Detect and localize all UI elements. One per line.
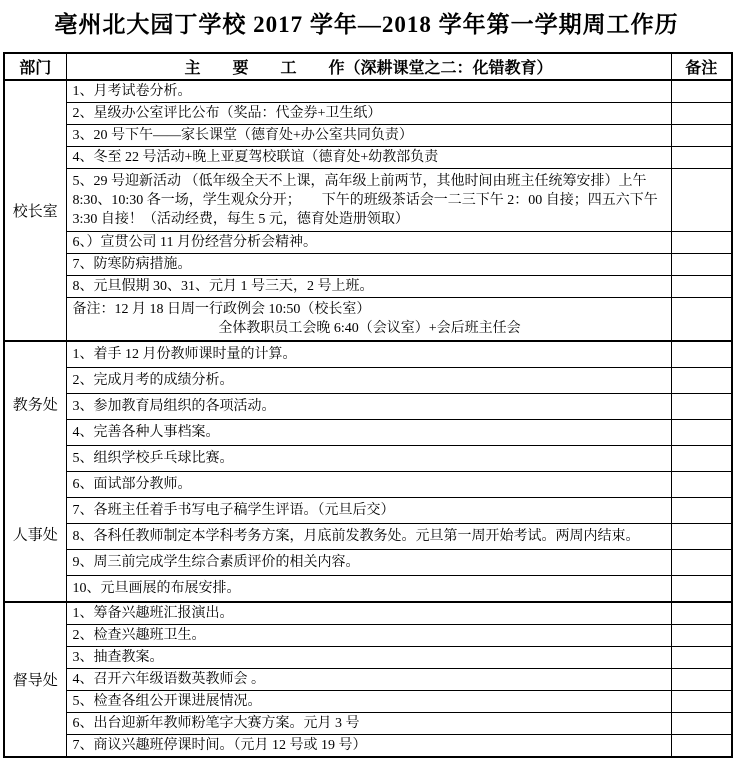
task-cell: 1、筹备兴趣班汇报演出。 bbox=[66, 602, 671, 625]
table-row bbox=[4, 254, 732, 276]
remark-cell bbox=[671, 394, 732, 420]
task-cell: 7、商议兴趣班停课时间。（元月 12 号或 19 号） bbox=[66, 735, 671, 758]
task-cell: 1、着手 12 月份教师课时量的计算。 bbox=[66, 341, 671, 368]
dept-label-academic-affairs: 教务处 bbox=[12, 397, 58, 414]
table-row bbox=[4, 147, 732, 169]
task-cell: 2、检查兴趣班卫生。 bbox=[66, 625, 671, 647]
table-row-note bbox=[4, 298, 732, 342]
task-cell: 7、各班主任着手书写电子稿学生评语。（元旦后交） bbox=[66, 498, 671, 524]
table-row bbox=[4, 368, 732, 394]
task-cell: 6、）宣贯公司 11 月份经营分析会精神。 bbox=[66, 232, 671, 254]
table-row bbox=[4, 498, 732, 524]
remark-cell bbox=[671, 276, 732, 298]
remark-cell bbox=[671, 125, 732, 147]
header-main-work-label: 主 要 工 作 bbox=[184, 60, 345, 77]
task-cell: 4、召开六年级语数英教师会 。 bbox=[66, 669, 671, 691]
remark-cell bbox=[671, 602, 732, 625]
remark-cell bbox=[671, 420, 732, 446]
table-row bbox=[4, 669, 732, 691]
table-row bbox=[4, 472, 732, 498]
table-row bbox=[4, 524, 732, 550]
header-dept: 部门 bbox=[4, 53, 66, 80]
task-cell: 3、抽查教案。 bbox=[66, 647, 671, 669]
table-row bbox=[4, 232, 732, 254]
table-row bbox=[4, 341, 732, 368]
table-row bbox=[4, 691, 732, 713]
remark-cell bbox=[671, 368, 732, 394]
remark-cell bbox=[671, 298, 732, 342]
remark-cell bbox=[671, 498, 732, 524]
note-line-1: 备注：12 月 18 日周一行政例会 10:50（校长室） bbox=[72, 302, 371, 317]
remark-cell bbox=[671, 80, 732, 103]
table-row bbox=[4, 625, 732, 647]
table-row bbox=[4, 602, 732, 625]
remark-cell bbox=[671, 147, 732, 169]
task-cell: 5、检查各组公开课进展情况。 bbox=[66, 691, 671, 713]
weekly-work-table bbox=[3, 52, 733, 758]
task-cell: 4、冬至 22 号活动+晚上亚夏驾校联谊（德育处+幼教部负责 bbox=[66, 147, 671, 169]
task-cell: 7、防寒防病措施。 bbox=[66, 254, 671, 276]
task-cell: 8、各科任教师制定本学科考务方案，月底前发教务处。元旦第一周开始考试。两周内结束。 bbox=[66, 524, 671, 550]
table-row bbox=[4, 394, 732, 420]
remark-cell bbox=[671, 669, 732, 691]
task-cell: 1、月考试卷分析。 bbox=[66, 80, 671, 103]
table-row bbox=[4, 550, 732, 576]
remark-cell bbox=[671, 232, 732, 254]
remark-cell bbox=[671, 472, 732, 498]
table-row bbox=[4, 735, 732, 758]
remark-cell bbox=[671, 647, 732, 669]
remark-cell bbox=[671, 625, 732, 647]
task-cell: 6、出台迎新年教师粉笔字大赛方案。元月 3 号 bbox=[66, 713, 671, 735]
table-row bbox=[4, 80, 732, 103]
remark-cell bbox=[671, 691, 732, 713]
remark-cell bbox=[671, 735, 732, 758]
table-row bbox=[4, 276, 732, 298]
task-cell: 3、参加教育局组织的各项活动。 bbox=[66, 394, 671, 420]
task-cell: 6、面试部分教师。 bbox=[66, 472, 671, 498]
remark-cell bbox=[671, 169, 732, 232]
remark-cell bbox=[671, 550, 732, 576]
header-remark: 备注 bbox=[671, 53, 732, 80]
note-line-2: 全体教职员工会晚 6:40（会议室）+会后班主任会 bbox=[218, 321, 521, 336]
note-cell bbox=[66, 298, 671, 342]
header-main-work-note: （深耕课堂之二：化错教育） bbox=[344, 60, 553, 77]
page-title: 亳州北大园丁学校 2017 学年—2018 学年第一学期周工作历 bbox=[54, 12, 679, 37]
task-cell: 9、周三前完成学生综合素质评价的相关内容。 bbox=[66, 550, 671, 576]
remark-cell bbox=[671, 103, 732, 125]
table-row bbox=[4, 420, 732, 446]
table-row bbox=[4, 103, 732, 125]
dept-cell-academic-personnel bbox=[4, 341, 66, 602]
remark-cell bbox=[671, 446, 732, 472]
task-cell: 3、20 号下午——家长课堂（德育处+办公室共同负责） bbox=[66, 125, 671, 147]
table-row bbox=[4, 125, 732, 147]
task-cell: 5、29 号迎新活动 （低年级全天不上课，高年级上前两节，其他时间由班主任统筹安排）上午 8:30、10:30 各一场，学生观众分开； 下午的班级茶话会一二三下午 2：00 自接；四五六下午 3:30 自接！（活动经费，每生 5 元，德育处造册领取） bbox=[66, 169, 671, 232]
remark-cell bbox=[671, 254, 732, 276]
table-row bbox=[4, 647, 732, 669]
task-cell: 10、元旦画展的布展安排。 bbox=[66, 576, 671, 603]
task-cell: 8、元旦假期 30、31、元月 1 号三天，2 号上班。 bbox=[66, 276, 671, 298]
table-row bbox=[4, 446, 732, 472]
dept-cell-supervision: 督导处 bbox=[4, 602, 66, 757]
remark-cell bbox=[671, 341, 732, 368]
table-row bbox=[4, 169, 732, 232]
remark-cell bbox=[671, 524, 732, 550]
dept-cell-principal-office: 校长室 bbox=[4, 80, 66, 341]
remark-cell bbox=[671, 576, 732, 603]
task-cell: 4、完善各种人事档案。 bbox=[66, 420, 671, 446]
task-cell: 5、组织学校乒乓球比赛。 bbox=[66, 446, 671, 472]
task-cell: 2、完成月考的成绩分析。 bbox=[66, 368, 671, 394]
header-main-work bbox=[66, 53, 671, 80]
dept-label-personnel: 人事处 bbox=[12, 527, 58, 544]
task-cell: 2、星级办公室评比公布（奖品：代金券+卫生纸） bbox=[66, 103, 671, 125]
table-row bbox=[4, 713, 732, 735]
table-header-row bbox=[4, 53, 732, 80]
table-row bbox=[4, 576, 732, 603]
remark-cell bbox=[671, 713, 732, 735]
